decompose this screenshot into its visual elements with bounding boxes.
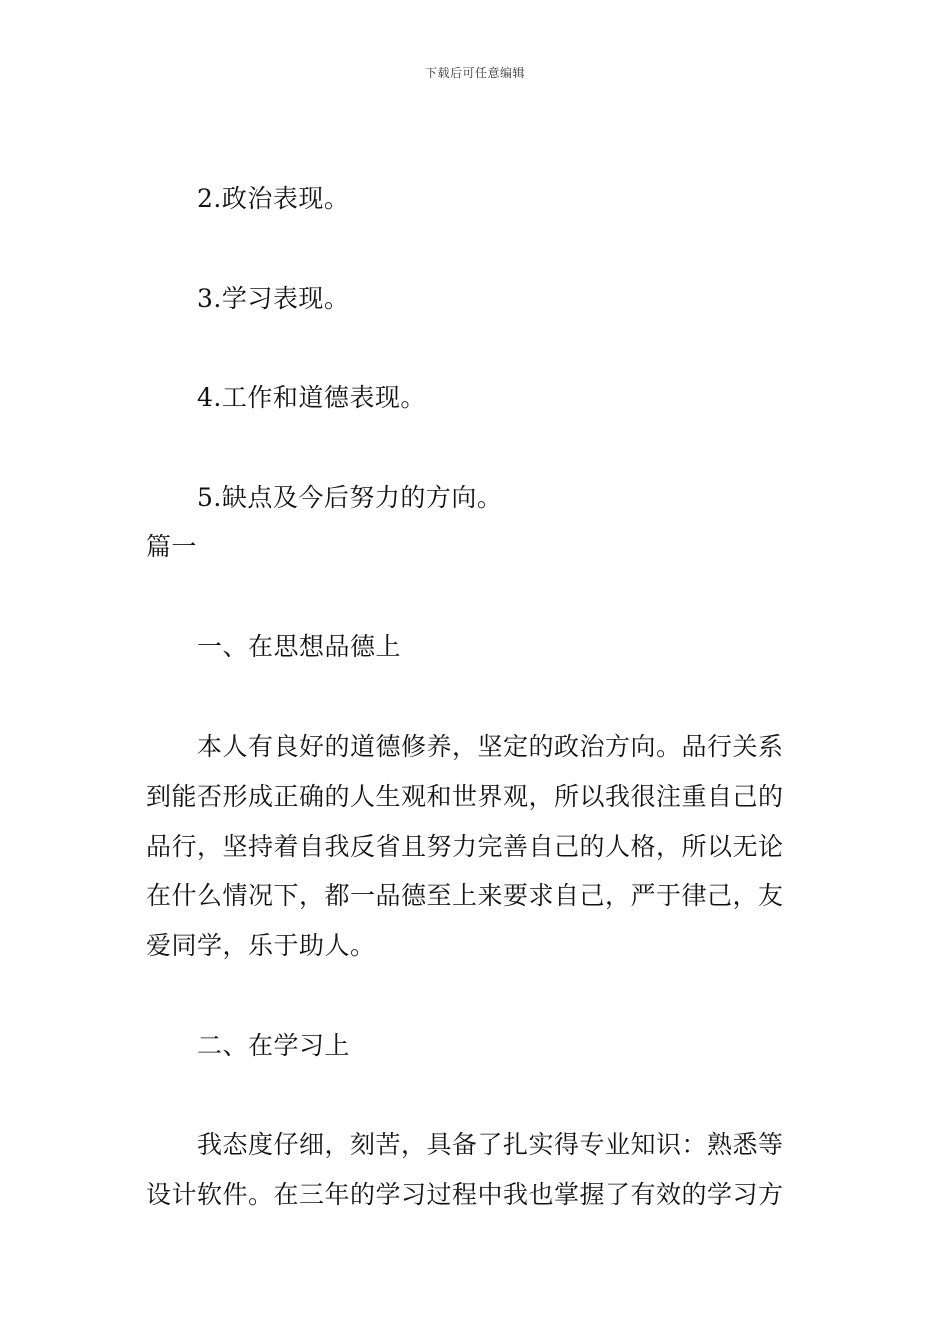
paragraph-line: 爱同学，乐于助人。 — [146, 931, 376, 960]
paragraph-line: 到能否形成正确的人生观和世界观，所以我很注重自己的 — [146, 782, 784, 811]
outline-item-5: 5.缺点及今后努力的方向。 — [197, 483, 503, 512]
outline-item-2: 2.政治表现。 — [197, 184, 350, 213]
paragraph-line: 在什么情况下，都一品德至上来要求自己，严于律己，友 — [146, 881, 784, 910]
outline-item-4: 4.工作和道德表现。 — [197, 383, 426, 412]
paragraph-line: 本人有良好的道德修养，坚定的政治方向。品行关系 — [197, 732, 784, 761]
section-heading-2: 二、在学习上 — [197, 1031, 351, 1060]
section-heading-1: 一、在思想品德上 — [197, 632, 402, 661]
paragraph-line: 我态度仔细，刻苦，具备了扎实得专业知识：熟悉等 — [197, 1130, 784, 1159]
paragraph-line: 品行，坚持着自我反省且努力完善自己的人格，所以无论 — [146, 832, 784, 861]
outline-item-3: 3.学习表现。 — [197, 284, 350, 313]
page-header: 下载后可任意编辑 — [424, 66, 525, 80]
article-title: 篇一 — [146, 532, 198, 561]
paragraph-line: 设计软件。在三年的学习过程中我也掌握了有效的学习方 — [146, 1180, 784, 1209]
